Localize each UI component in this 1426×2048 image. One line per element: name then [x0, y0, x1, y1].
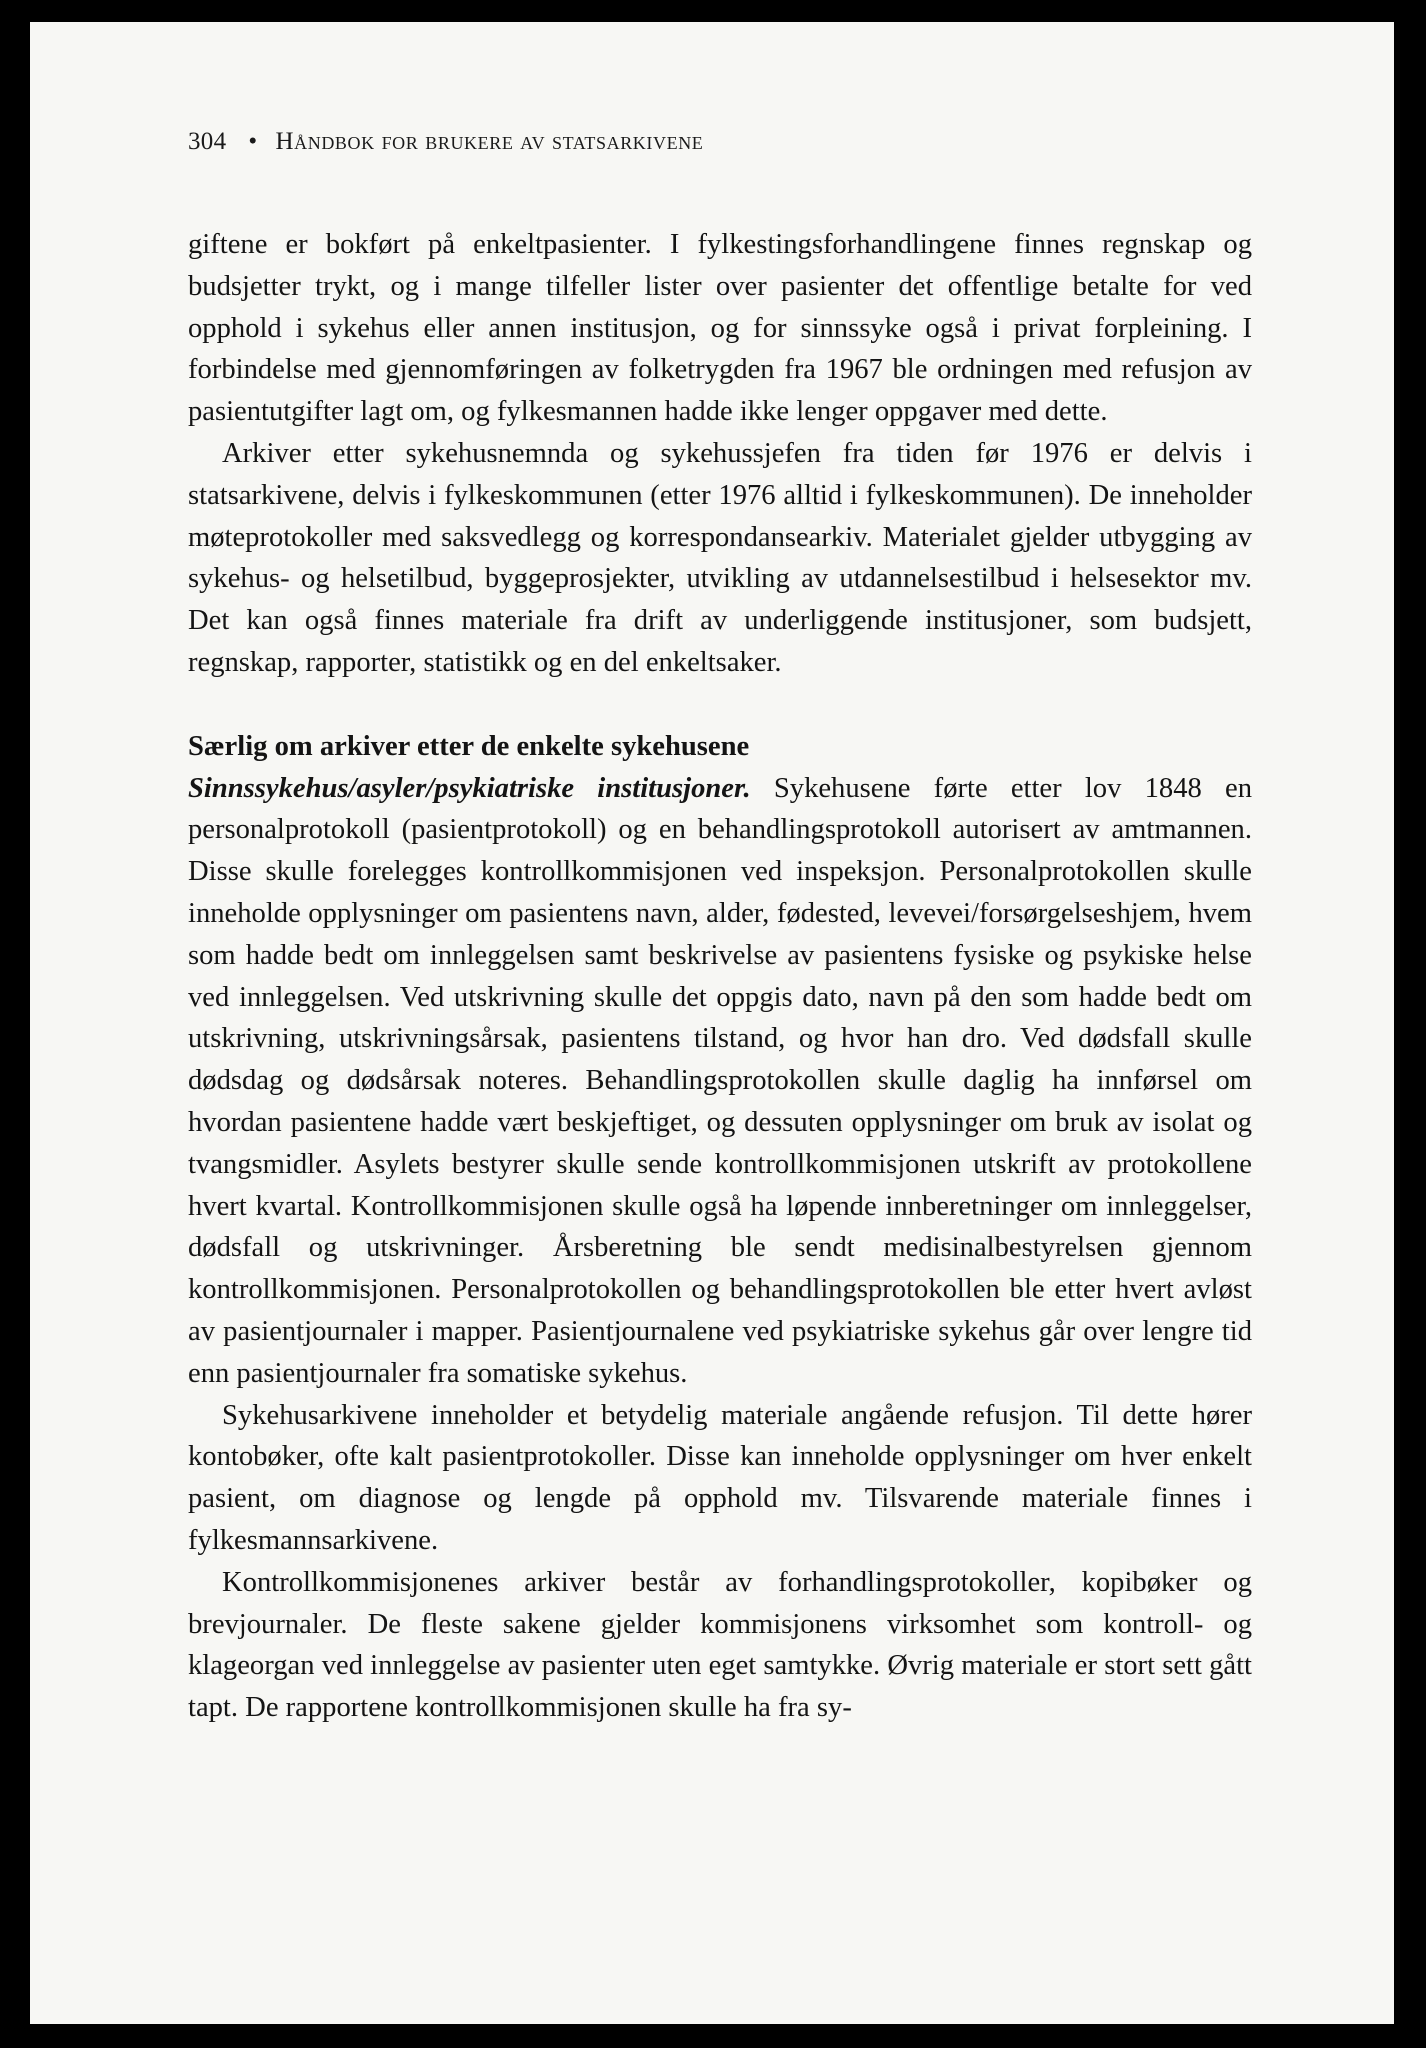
header-separator: • — [248, 128, 258, 155]
section-gap — [188, 684, 1252, 726]
paragraph-5: Kontrollkommisjonenes arkiver består av forhandlingsprotokoller, kopibøker og brevjournaler. De fleste sakene gjelder kommisjonens virksomhet som kontroll- og klageorgan ved innleggelse av pasienter uten eget samtykke. Øvrig materiale er stort sett gått tapt. De rapportene kontrollkommisjonen skulle ha fra sy- — [188, 1566, 1252, 1724]
paragraph-2: Arkiver etter sykehusnemnda og sykehussjefen fra tiden før 1976 er delvis i statsarkivene, delvis i fylkeskommunen (etter 1976 alltid i fylkeskommunen). De inneholder møteprotokoller med saksvedlegg og korrespondansearkiv. Materialet gjelder utbygging av sykehus- og helsetilbud, byggeprosjekter, utvikling av utdannelsestilbud i helsesektor mv. Det kan også finnes materiale fra drift av underliggende institusjoner, som budsjett, regnskap, rapporter, statistikk og en del enkeltsaker. — [188, 437, 1252, 678]
page-body — [188, 224, 1252, 1729]
page-header — [188, 128, 703, 156]
paragraph-3-text: Sykehusene førte etter lov 1848 en personalprotokoll (pasientprotokoll) og en behandlingsprotokoll autorisert av amtmannen. Disse skulle forelegges kontrollkommisjonen ved inspeksjon. Personalprotokollen skulle inneholde opplysninger om pasientens navn, alder, fødested, levevei/forsørgelseshjem, hvem som hadde bedt om innleggelsen samt beskrivelse av pasientens fysiske og psykiske helse ved innleggelsen. Ved utskrivning skulle det oppgis dato, navn på den som hadde bedt om utskrivning, utskrivningsårsak, pasientens tilstand, og hvor han dro. Ved dødsfall skulle dødsdag og dødsårsak noteres. Behandlingsprotokollen skulle daglig ha innførsel om hvordan pasientene hadde vært beskjeftiget, og dessuten opplysninger om bruk av isolat og tvangsmidler. Asylets bestyrer skulle sende kontrollkommisjonen utskrift av protokollene hvert kvartal. Kontrollkommisjonen skulle også ha løpende innberetninger om innleggelser, dødsfall og utskrivninger. Årsberetning ble sendt medisinalbestyrelsen gjennom kontrollkommisjonen. Personalprotokollen og behandlingsprotokollen ble etter hvert avløst av pasientjournaler i mapper. Pasientjournalene ved psykiatriske sykehus går over lengre tid enn pasientjournaler fra somatiske sykehus. — [188, 772, 1252, 1389]
page-number: 304 — [188, 128, 227, 155]
running-title: Håndbok for brukere av statsarkivene — [275, 128, 704, 155]
paragraph-3 — [188, 768, 1252, 1395]
section-heading: Særlig om arkiver etter de enkelte sykehusene — [188, 730, 750, 762]
paragraph-3-lead: Sinnssykehus/asyler/psykiatriske institusjoner. — [188, 772, 751, 804]
paragraph-4: Sykehusarkivene inneholder et betydelig materiale angående refusjon. Til dette hører kontobøker, ofte kalt pasientprotokoller. Disse kan inneholde opplysninger om hver enkelt pasient, om diagnose og lengde på opphold mv. Tilsvarende materiale finnes i fylkesmannsarkivene. — [188, 1399, 1252, 1556]
paragraph-1: giftene er bokført på enkeltpasienter. I fylkestingsforhandlingene finnes regnskap og budsjetter trykt, og i mange tilfeller lister over pasienter det offentlige betalte for ved opphold i sykehus eller annen institusjon, og for sinnssyke også i privat forpleining. I forbindelse med gjennomføringen av folketrygden fra 1967 ble ordningen med refusjon av pasientutgifter lagt om, og fylkesmannen hadde ikke lenger oppgaver med dette. — [188, 229, 1252, 428]
